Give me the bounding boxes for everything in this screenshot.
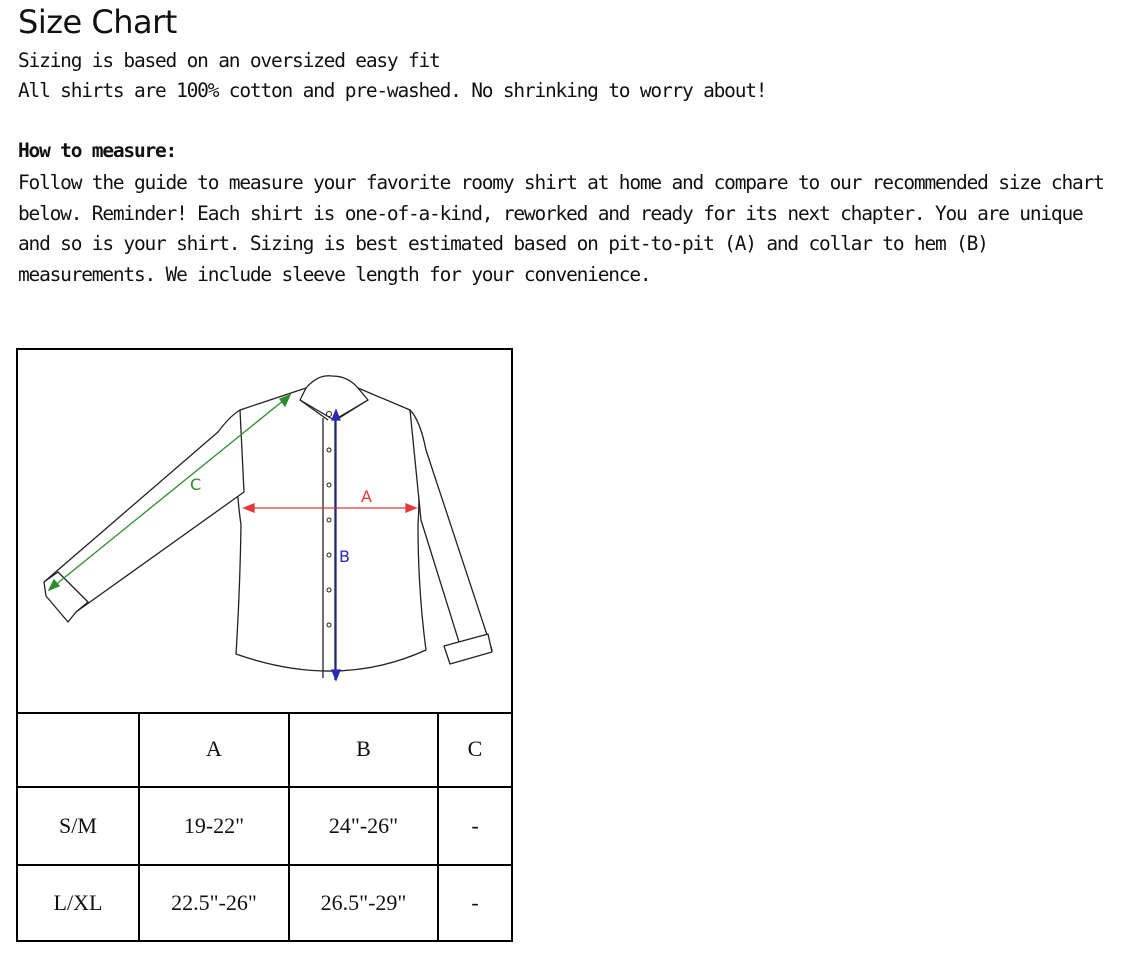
page-title: Size Chart [18,3,177,41]
header-cell-c: C [438,712,511,787]
measurement-diagram [18,350,511,714]
header-cell-b: B [289,712,438,787]
size-label: S/M [18,787,139,865]
how-to-instructions: Follow the guide to measure your favorite roomy shirt at home and compare to our recommended size chart below. Reminder! Each shirt is one-of-a-kind, reworked and ready for its next chapter. You are unique and so is your shirt. Sizing is best estimated based on pit-to-pit (A) and collar to hem (B) measurements. We include sleeve length for your convenience. [18,171,1104,286]
label-c: C [190,475,202,494]
header-cell-empty [18,712,139,787]
shirt-illustration [18,350,511,712]
size-table [18,712,511,940]
table-row [18,865,511,940]
measure-c-value: - [438,787,511,865]
how-to-heading: How to measure: [18,139,177,162]
table-row [18,787,511,865]
measure-b-value: 24"-26" [289,787,438,865]
measure-b-value: 26.5"-29" [289,865,438,940]
left-sleeve [44,410,244,612]
measure-c-value: - [438,865,511,940]
label-a: A [361,487,372,506]
header-cell-a: A [139,712,289,787]
size-chart [16,348,513,942]
measure-a-value: 19-22" [139,787,289,865]
fit-note: Sizing is based on an oversized easy fit [18,49,440,72]
label-b: B [339,547,350,566]
size-label: L/XL [18,865,139,940]
measure-a-value: 22.5"-26" [139,865,289,940]
cotton-note: All shirts are 100% cotton and pre-washed. No shrinking to worry about! [18,79,767,102]
table-header-row [18,712,511,787]
shirt-body [236,388,426,671]
